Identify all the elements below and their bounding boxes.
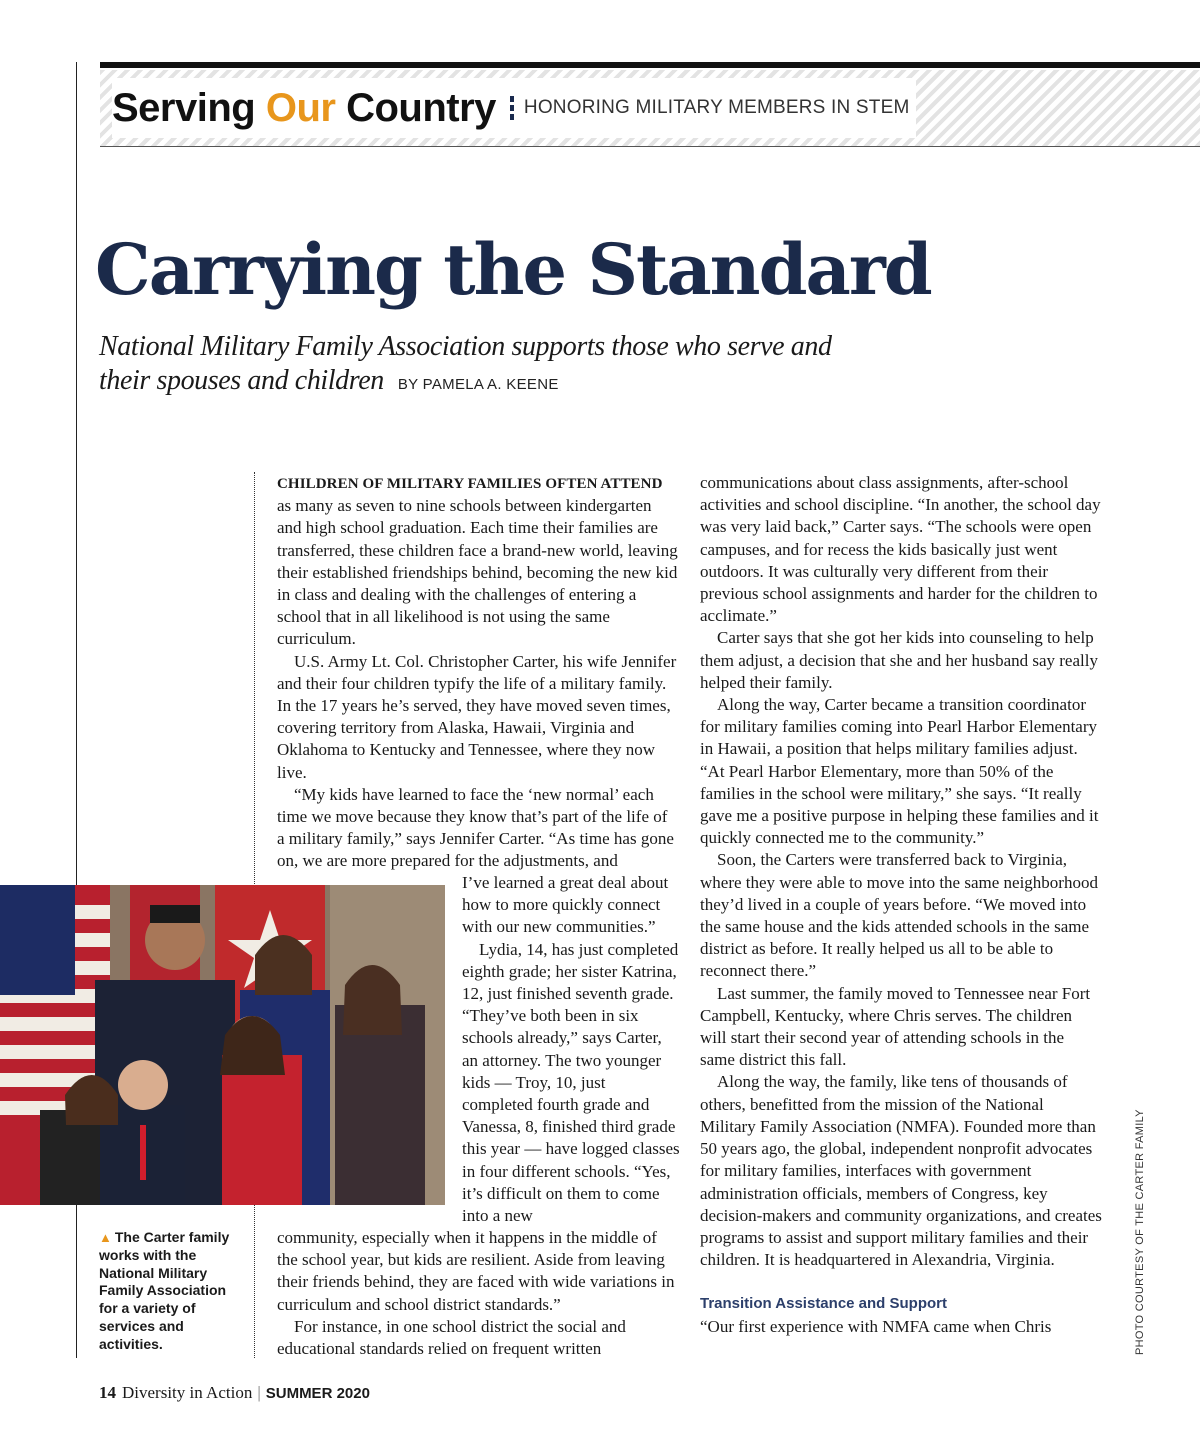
issue-date: SUMMER 2020 [265,1385,370,1402]
paragraph-text: as many as seven to nine schools between kindergarten and high school graduation. Each time their families are transferred, these children face a brand-new world, leaving their established friendships behind, becoming the new kid in class and dealing with the challenges of entering a school that in all likelihood is not using the same curriculum. [277,496,678,649]
article-column-1 [277,472,679,873]
paragraph [277,472,679,651]
paragraph: Soon, the Carters were transferred back to Virginia, where they were able to move into the same neighborhood they’d lived in a couple of years before. “We moved into the same house and the kids attended schools in the same district as before. It really helped us all to be able to reconnect there.” [700,850,1098,981]
article-deck [99,330,859,402]
deck-text: National Military Family Association supports those who serve and their spouses and children [99,331,832,396]
article-column-1-wrap [462,872,680,1227]
paragraph: Along the way, Carter became a transition coordinator for military families coming into Pearl Harbor Elementary in Hawaii, a position that helps military families adjust. “At Pearl Harbor Elementary, more than 50% of the families in the school were military,” she says. “It really gave me a positive purpose in helping these families and it quickly connected me to the community.” [700,695,1099,848]
paragraph: Carter says that she got her kids into counseling to help them adjust, a decision that she and her husband say really helped their family. [700,628,1098,692]
section-title-part1: Serving [112,85,266,130]
section-title [112,86,496,131]
lead-in: CHILDREN OF MILITARY FAMILIES OFTEN ATTEND [277,476,663,492]
paragraph: U.S. Army Lt. Col. Christopher Carter, his wife Jennifer and their four children typify the life of a military family. In the 17 years he’s served, they have moved seven times, covering territory from Alaska, Hawaii, Virginia and Oklahoma to Kentucky and Tennessee, where they now live. [277,651,677,782]
paragraph: Lydia, 14, has just completed eighth grade; her sister Katrina, 12, just finished seventh grade. “They’ve both been in six schools already,” says Carter, an attorney. The two younger kids — Troy, 10, just completed fourth grade and Vanessa, 8, finished third grade this year — have logged classes in four different schools. “Yes, it’s difficult on them to come into a new [462,939,680,1226]
paragraph: For instance, in one school district the social and educational standards relied on frequent written [277,1316,626,1359]
paragraph-continued: communications about class assignments, after-school activities and school discipline. “In another, the school day was very laid back,” Carter says. “The schools were open campuses, and for recess the kids basically just went outdoors. It was culturally very different from their previous school assignments and harder for the children to acclimate.” [700,473,1101,626]
caption-text: The Carter family works with the National Military Family Association for a variety of services and activities. [99,1229,230,1352]
paragraph: “My kids have learned to face the ‘new normal’ each time we move because they know that’s part of the life of a military family,” says Jennifer Carter. “As time has gone on, we are more prepared for the adjustments, and [277,784,674,871]
footer-separator: | [257,1383,261,1402]
section-title-part2: Country [335,85,496,130]
family-photo [0,885,445,1205]
article-headline: Carrying the Standard [95,228,931,311]
section-divider-icon [510,96,514,120]
family-photo-illustration [0,885,445,1205]
section-subtitle: HONORING MILITARY MEMBERS IN STEM [523,97,910,118]
section-title-accent: Our [265,85,336,130]
section-header-bar [100,62,1200,68]
paragraph: Last summer, the family moved to Tennessee near Fort Campbell, Kentucky, where Chris serves. The children will start their second year of attending schools in the same district this fall. [700,983,1091,1070]
caption-triangle-icon: ▲ [99,1230,112,1245]
paragraph-continued: community, especially when it happens in the middle of the school year, but kids are resilient. Aside from leaving their friends behind, they are faced with wide variations in curriculum and school district standards.” [277,1228,675,1314]
photo-credit: PHOTO COURTESY OF THE CARTER FAMILY [1134,1109,1146,1355]
paragraph-continued: I’ve learned a great deal about how to more quickly connect with our new communities.” [462,873,669,937]
photo-caption [99,1229,239,1354]
byline: BY PAMELA A. KEENE [397,376,559,393]
magazine-name: Diversity in Action [122,1383,253,1402]
article-column-2 [700,472,1102,1338]
section-header [112,78,916,138]
paragraph: “Our first experience with NMFA came when Chris [700,1316,1052,1336]
paragraph: Along the way, the family, like tens of thousands of others, benefitted from the mission of the National Military Family Association (NMFA). Founded more than 50 years ago, the global, independent nonprofit advocates for military families, interfaces with government administration officials, members of Congress, key decision-makers and community organizations, and creates programs to assist and support military families and their children. It is headquartered in Alexandria, Virginia. [700,1072,1102,1270]
page-number: 14 [99,1383,116,1402]
subhead: Transition Assistance and Support [700,1295,947,1313]
page-footer [99,1383,370,1403]
article-column-1-bottom [277,1227,679,1360]
